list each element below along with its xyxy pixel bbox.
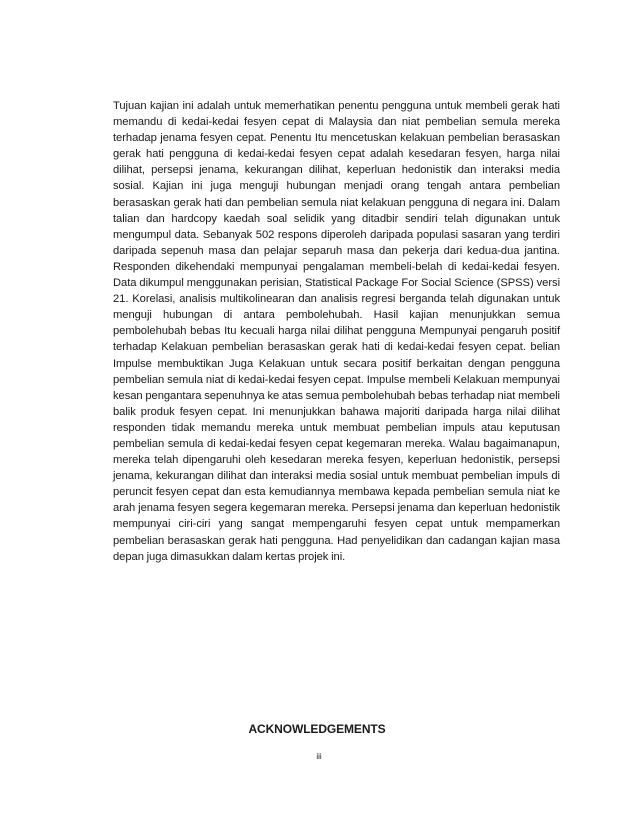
page-number-wrapper xyxy=(0,752,638,761)
acknowledgements-heading: ACKNOWLEDGEMENTS xyxy=(248,722,386,736)
page-number: iii xyxy=(316,752,322,761)
section-heading-wrapper xyxy=(0,722,638,736)
abstract-paragraph: Tujuan kajian ini adalah untuk memerhatikan penentu pengguna untuk membeli gerak hati memandu di kedai-kedai fesyen cepat di Malaysia dan niat pembelian semula mereka terhadap jenama fesyen cepat. Penentu Itu mencetuskan kelakuan pembelian berasaskan gerak hati pengguna di kedai-kedai fesyen cepat adalah kesedaran fesyen, harga nilai dilihat, persepsi jenama, kekurangan dilihat, keperluan hedonistik dan interaksi media sosial. Kajian ini juga menguji hubungan menjadi orang tengah antara pembelian berasaskan gerak hati dan pembelian semula niat kelakuan pengguna di negara ini. Dalam talian dan hardcopy kaedah soal selidik yang ditadbir sendiri telah digunakan untuk mengumpul data. Sebanyak 502 respons diperoleh daripada populasi sasaran yang terdiri daripada sepenuh masa dan pelajar separuh masa dan pekerja dari kedua-dua jantina. Responden dikehendaki mempunyai pengalaman membeli-belah di kedai-kedai fesyen. Data dikumpul menggunakan perisian, Statistical Package For Social Science (SPSS) versi 21. Korelasi, analisis multikolinearan dan analisis regresi berganda telah digunakan untuk menguji hubungan di antara pembolehubah. Hasil kajian menunjukkan semua pembolehubah bebas Itu kecuali harga nilai dilihat pengguna Mempunyai pengaruh positif terhadap Kelakuan pembelian berasaskan gerak hati di kedai-kedai fesyen cepat. belian Impulse membuktikan Juga Kelakuan untuk secara positif berkaitan dengan pengguna pembelian semula niat di kedai-kedai fesyen cepat. Impulse membeli Kelakuan mempunyai kesan pengantara sepenuhnya ke atas semua pembolehubah bebas terhadap niat membeli balik produk fesyen cepat. Ini menunjukkan bahawa majoriti daripada harga nilai dilihat responden tidak memandu mereka untuk membuat pembelian impuls atau keputusan pembelian semula di kedai-kedai fesyen cepat kegemaran mereka. Walau bagaimanapun, mereka telah dipengaruhi oleh kesedaran mereka fesyen, keperluan hedonistik, persepsi jenama, kekurangan dilihat dan interaksi media sosial untuk membuat pembelian impuls di peruncit fesyen cepat dan esta kemudiannya membawa kepada pembelian semula niat ke arah jenama fesyen segera kegemaran mereka. Persepsi jenama dan keperluan hedonistik mempunyai ciri-ciri yang sangat mempengaruhi fesyen cepat untuk mempamerkan pembelian berasaskan gerak hati pengguna. Had penyelidikan dan cadangan kajian masa depan juga dimasukkan dalam kertas projek ini. xyxy=(113,100,560,563)
